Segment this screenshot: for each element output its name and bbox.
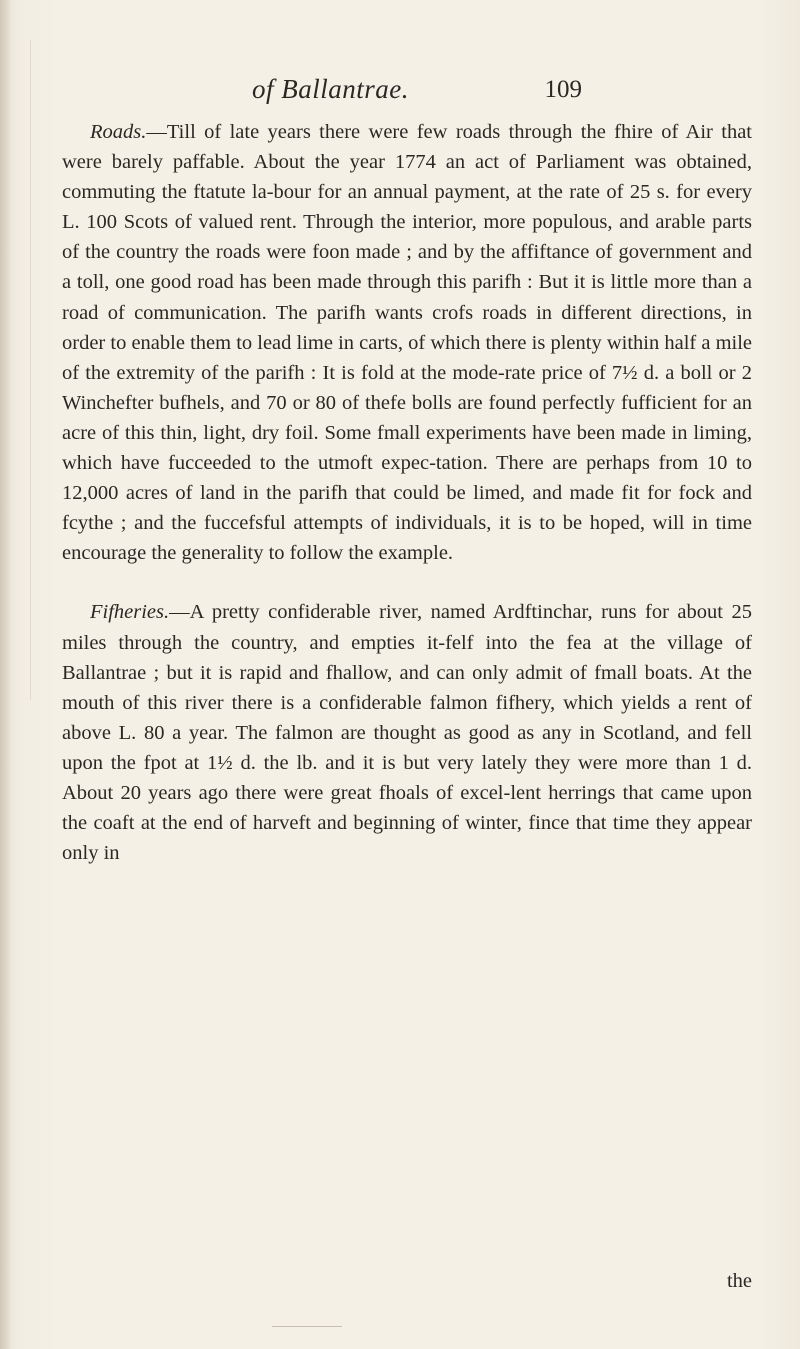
page-smudge [272,1326,342,1333]
fisheries-paragraph [62,597,752,868]
roads-heading: Roads. [90,121,147,143]
running-title: of Ballantrae. [252,74,409,104]
body-text [62,117,752,868]
roads-paragraph [62,117,752,568]
catchword: the [726,1270,752,1292]
gutter-line [30,40,31,700]
roads-text: —Till of late years there were few roads through the fhire of Air that were barely paffable. About the year 1774 an act of Parliament was obtained, commuting the ftatute la-bour for an annual payment, at the rate of 25 s. for every L. 100 Scots of valued rent. Through the interior, more populous, and arable parts of the country the roads were foon made ; and by the affiftance of government and a toll, one good road has been made through this parifh : But it is little more than a road of communication. The parifh wants crofs roads in different directions, in order to enable them to lead lime in carts, of which there is plenty within half a mile of the extremity of the parifh : It is fold at the mode-rate price of 7½ d. a boll or 2 Winchefter bufhels, and 70 or 80 of thefe bolls are found perfectly fufficient for an acre of this thin, light, dry foil. Some fmall experiments have been made in liming, which have fucceeded to the utmoft expec-tation. There are perhaps from 10 to 12,000 acres of land in the parifh that could be limed, and made fit for fock and fcythe ; and the fuccefsful attempts of individuals, it is to be hoped, will in time encourage the generality to follow the example. [62,121,752,565]
page-header [252,74,582,114]
fisheries-heading: Fifheries. [90,601,170,624]
page-number: 109 [544,76,582,103]
fisheries-text: —A pretty confiderable river, named Ardftinchar, runs for about 25 miles through the country, and empties it-felf into the fea at the village of Ballantrae ; but it is rapid and fhallow, and can only admit of fmall boats. At the mouth of this river there is a confiderable falmon fifhery, which yields a rent of above L. 80 a year. The falmon are thought as good as any in Scotland, and fell upon the fpot at 1½ d. the lb. and it is but very lately they were more than 1 d. About 20 years ago there were great fhoals of excel-lent herrings that came upon the coaft at the end of harveft and beginning of winter, fince that time they appear only in [62,601,752,865]
page-spine-shadow [0,0,10,1349]
